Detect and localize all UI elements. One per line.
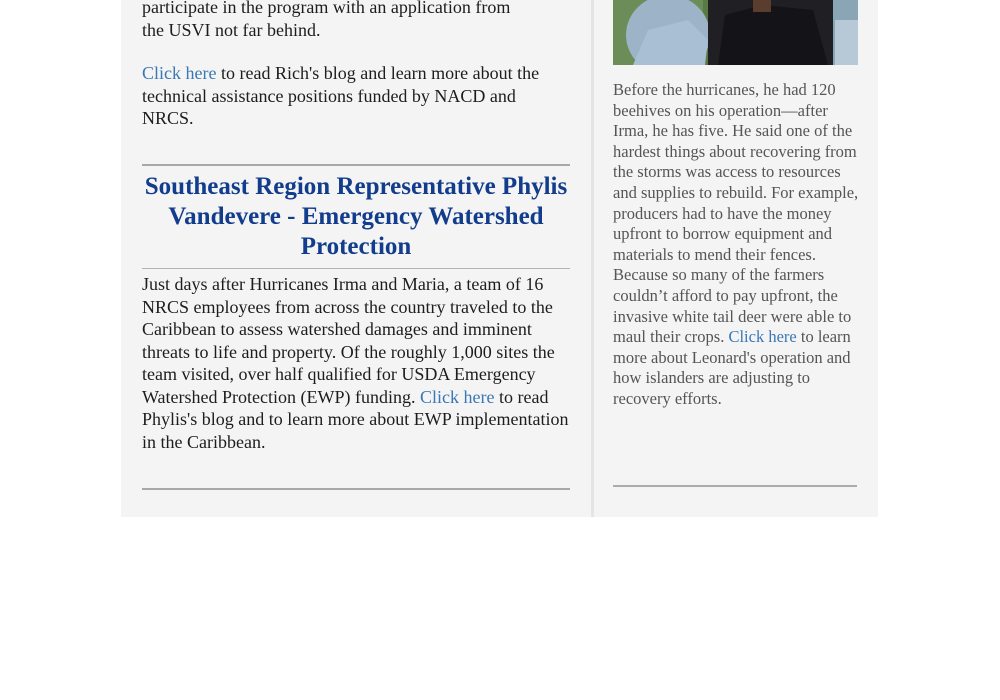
heading-underline bbox=[142, 268, 570, 269]
ewp-paragraph bbox=[142, 273, 570, 453]
intro-paragraph bbox=[142, 0, 510, 41]
sidebar-divider bbox=[613, 485, 857, 487]
sidebar-paragraph bbox=[613, 80, 859, 410]
ewp-text-end: to read Phylis's blog and to learn more about EWP implementation in the Caribbean. bbox=[142, 386, 569, 452]
sidebar-text: Before the hurricanes, he had 120 beehives on his operation—after Irma, he has five. He said one of the hardest things about recovering from the storms was access to resources and supplies to rebuild. For example, producers had to have the money upfront to borrow equipment and materials to mend their fences. Because so many of the farmers couldn’t afford to pay upfront, the invasive white tail deer were able to maul their crops. bbox=[613, 80, 859, 347]
ewp-blog-link[interactable]: Click here bbox=[419, 386, 495, 407]
column-divider bbox=[591, 0, 594, 517]
bottom-divider bbox=[142, 488, 570, 490]
intro-line-1: participate in the program with an application from bbox=[142, 0, 511, 17]
section-divider bbox=[142, 164, 570, 166]
leonard-link[interactable]: Click here bbox=[728, 327, 797, 347]
farmer-photo bbox=[613, 0, 858, 65]
rich-blog-link[interactable]: Click here bbox=[142, 63, 217, 83]
section-heading: Southeast Region Representative Phylis Vandevere - Emergency Watershed Protection bbox=[144, 173, 568, 260]
intro-line-2: the USVI not far behind. bbox=[142, 19, 321, 40]
rich-blog-text: to read Rich's blog and learn more about the technical assistance positions funded by NACD and NRCS. bbox=[142, 63, 540, 128]
ewp-text: Just days after Hurricanes Irma and Maria, a team of 16 NRCS employees from across the country traveled to the Caribbean to assess watershed damages and imminent threats to life and property. Of the roughly 1,000 sites the team visited, over half qualified for USDA Emergency Watershed Protection (EWP) funding. bbox=[142, 274, 555, 407]
rich-blog-paragraph bbox=[142, 62, 562, 130]
sidebar-text-end: to learn more about Leonard's operation and how islanders are adjusting to recovery efforts. bbox=[613, 327, 851, 408]
